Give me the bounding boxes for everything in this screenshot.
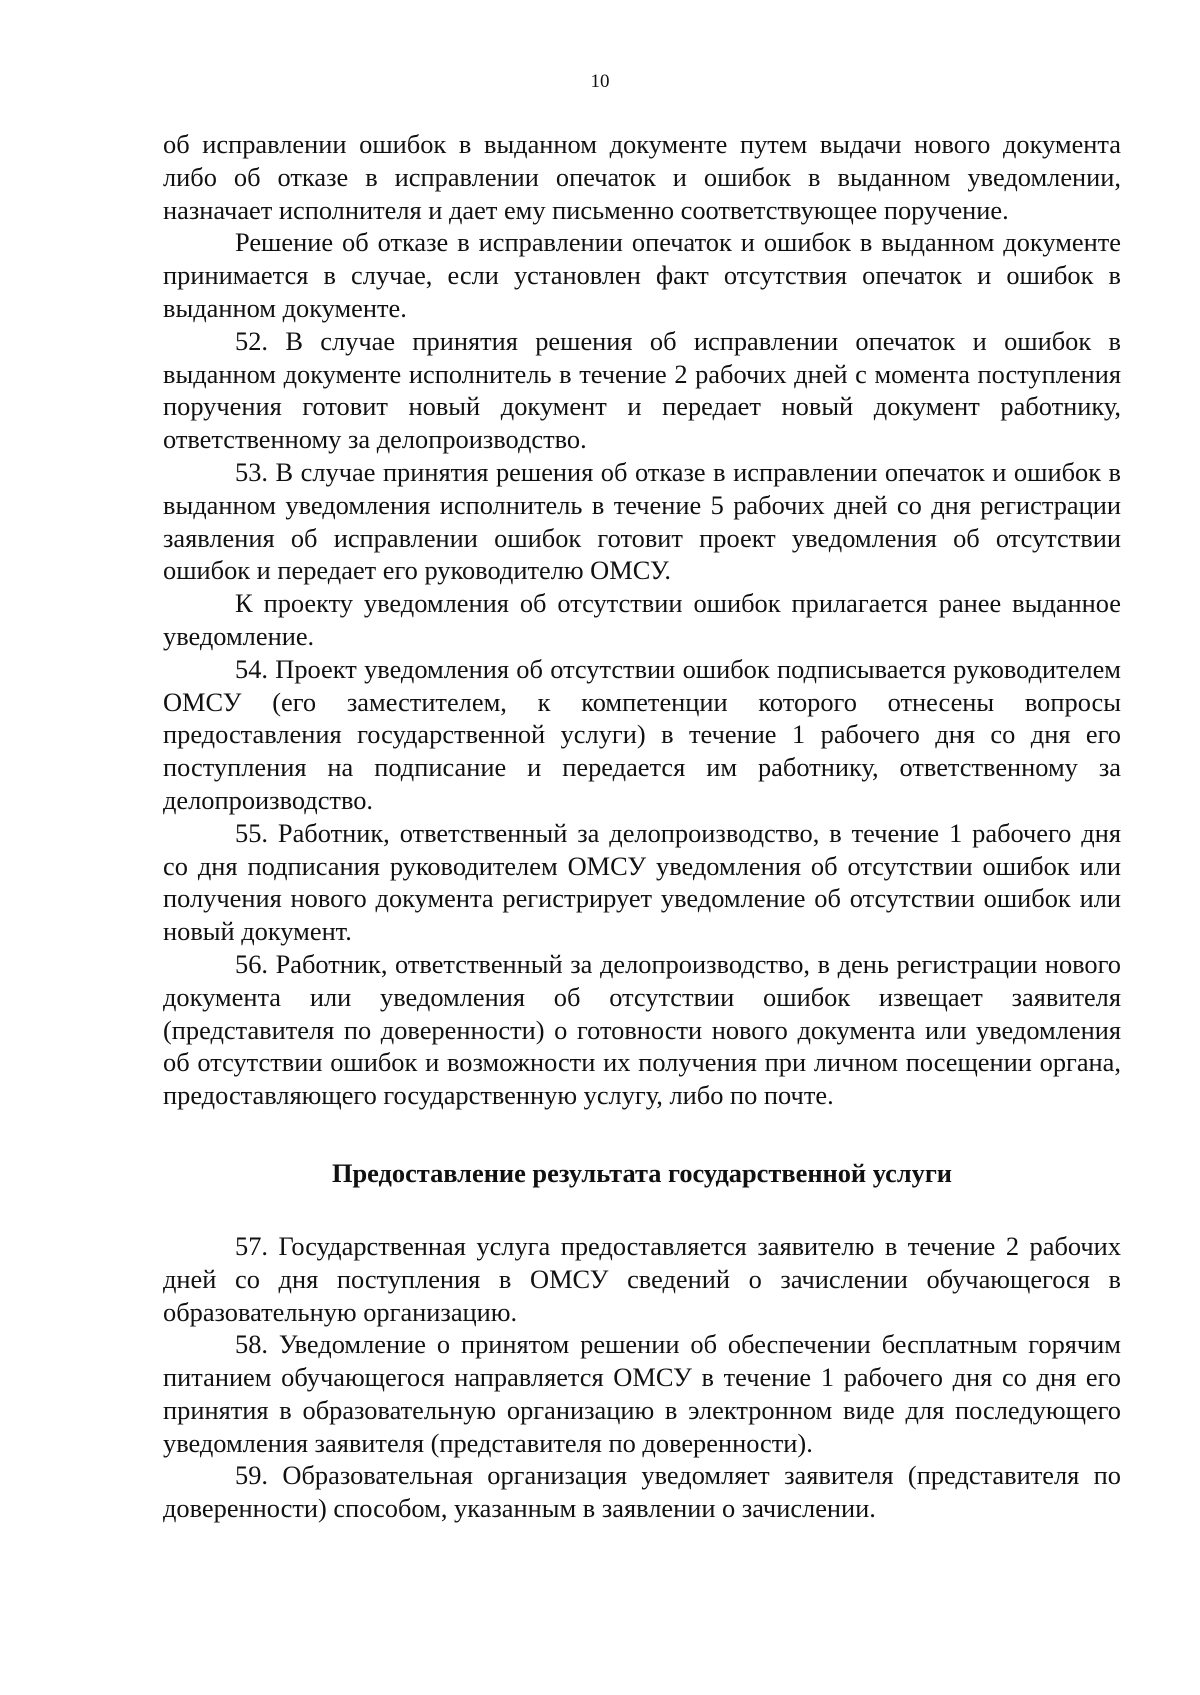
paragraph-58: 58. Уведомление о принятом решении об обеспечении бесплатным горячим питанием обучающегося направляется ОМСУ в течение 1 рабочего дня со дня его принятия в образовательную организацию в электронном виде для последующего уведомления заявителя (представителя по доверенности).	[163, 1329, 1121, 1458]
paragraph-56: 56. Работник, ответственный за делопроизводство, в день регистрации нового документа или уведомления об отсутствии ошибок извещает заявителя (представителя по доверенности) о готовности нового документа или уведомления об отсутствии ошибок и возможности их получения при личном посещении органа, предоставляющего государственную услугу, либо по почте.	[163, 948, 1121, 1111]
paragraph-52: 52. В случае принятия решения об исправлении опечаток и ошибок в выданном документе исполнитель в течение 2 рабочих дней с момента поступления поручения готовит новый документ и передает новый документ работнику, ответственному за делопроизводство.	[163, 325, 1121, 455]
document-body	[163, 128, 1121, 1525]
paragraph-53: 53. В случае принятия решения об отказе в исправлении опечаток и ошибок в выданном уведомления исполнитель в течение 5 рабочих дней со дня регистрации заявления об исправлении ошибок готовит проект уведомления об отсутствии ошибок и передает его руководителю ОМСУ.	[163, 456, 1121, 586]
paragraph-57: 57. Государственная услуга предоставляется заявителю в течение 2 рабочих дней со дня поступления в ОМСУ сведений о зачислении обучающегося в образовательную организацию.	[163, 1230, 1121, 1327]
paragraph-59: 59. Образовательная организация уведомляет заявителя (представителя по доверенности) способом, указанным в заявлении о зачислении.	[163, 1460, 1121, 1524]
paragraph-refusal-decision: Решение об отказе в исправлении опечаток и ошибок в выданном документе принимается в случае, если установлен факт отсутствия опечаток и ошибок в выданном документе.	[163, 227, 1121, 323]
paragraph-54: 54. Проект уведомления об отсутствии ошибок подписывается руководителем ОМСУ (его заместителем, к компетенции которого отнесены вопросы предоставления государственной услуги) в течение 1 рабочего дня со дня его поступления на подписание и передается им работнику, ответственному за делопроизводство.	[163, 653, 1121, 815]
section-heading: Предоставление результата государственной услуги	[331, 1157, 953, 1188]
paragraph-attachment: К проекту уведомления об отсутствии ошибок прилагается ранее выданное уведомление.	[163, 588, 1121, 651]
paragraph-continuation: об исправлении ошибок в выданном документе путем выдачи нового документа либо об отказе в исправлении опечаток и ошибок в выданном уведомлении, назначает исполнителя и дает ему письменно соответствующее поручение.	[163, 129, 1121, 225]
paragraph-55: 55. Работник, ответственный за делопроизводство, в течение 1 рабочего дня со дня подписания руководителем ОМСУ уведомления об отсутствии ошибок или получения нового документа регистрирует уведомление об отсутствии ошибок или новый документ.	[163, 817, 1121, 947]
page-number: 10	[590, 71, 610, 92]
